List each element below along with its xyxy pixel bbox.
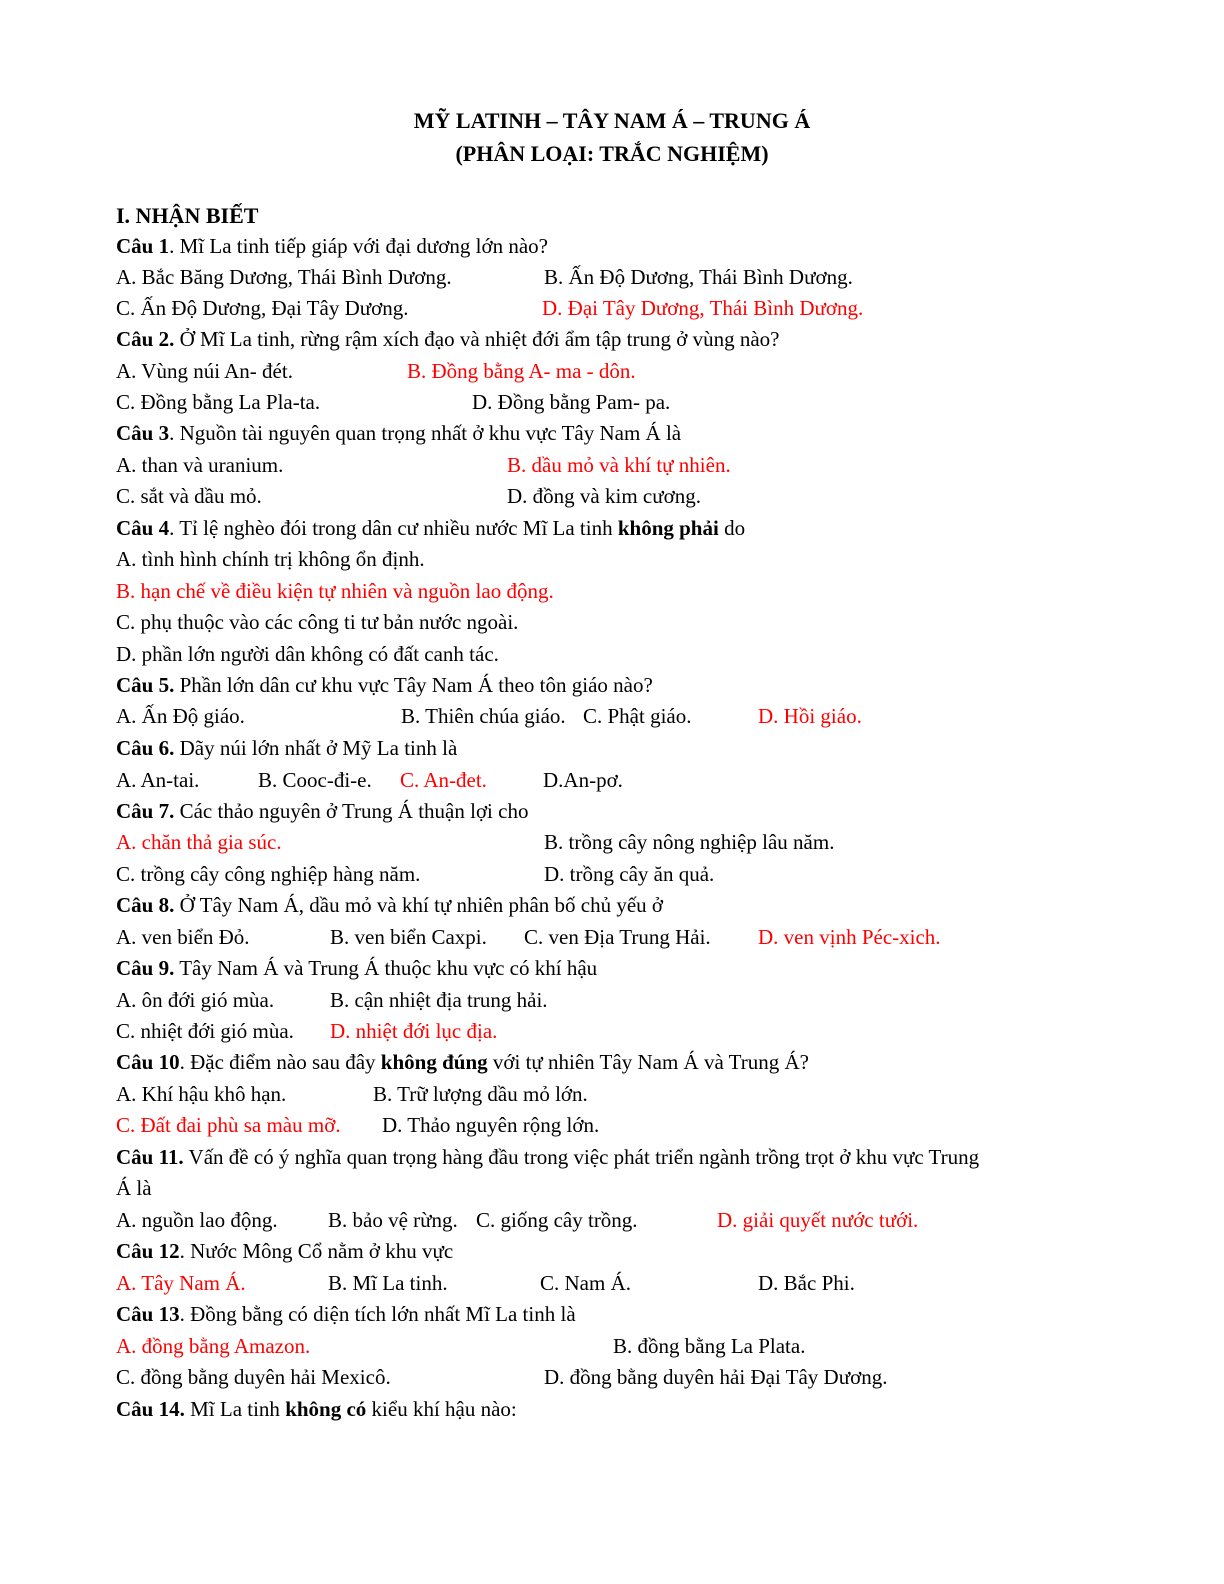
option-b: B. Trữ lượng dầu mỏ lớn. — [373, 1082, 588, 1106]
question-emphasis: không phải — [617, 516, 719, 540]
question-text: Phần lớn dân cư khu vực Tây Nam Á theo tôn giáo nào? — [174, 673, 653, 697]
option-c: C. Ấn Độ Dương, Đại Tây Dương. — [116, 296, 409, 320]
question-text: Dãy núi lớn nhất ở Mỹ La tinh là — [174, 736, 458, 760]
option-b: B. đồng bằng La Plata. — [613, 1334, 806, 1358]
question-number: Câu 9. — [116, 956, 175, 980]
question-text-end: do — [718, 516, 746, 540]
option-c: C. ven Địa Trung Hải. — [524, 925, 711, 949]
question-9 — [116, 953, 597, 984]
option-b: B. bảo vệ rừng. — [328, 1208, 458, 1232]
question-10 — [116, 1047, 809, 1078]
question-text-continued: Á là — [116, 1176, 152, 1200]
correct-answer: D. giải quyết nước tưới. — [717, 1208, 919, 1232]
option-d: D. đồng và kim cương. — [507, 484, 701, 508]
question-number: Câu 4 — [116, 516, 170, 540]
option-a: A. ôn đới gió mùa. — [116, 988, 275, 1012]
question-11 — [116, 1142, 979, 1173]
document-subtitle: (PHÂN LOẠI: TRẮC NGHIỆM) — [455, 141, 769, 166]
option-c: C. đồng bằng duyên hải Mexicô. — [116, 1365, 391, 1389]
option-d: D. trồng cây ăn quả. — [544, 862, 715, 886]
question-2 — [116, 324, 779, 355]
option-c: C. Phật giáo. — [583, 704, 692, 728]
option-a: A. Bắc Băng Dương, Thái Bình Dương. — [116, 265, 452, 289]
option-c: C. sắt và dầu mỏ. — [116, 484, 262, 508]
option-c: C. phụ thuộc vào các công ti tư bản nước ngoài. — [116, 610, 519, 634]
correct-answer: C. Đất đai phù sa màu mỡ. — [116, 1113, 341, 1137]
option-a: A. ven biển Đỏ. — [116, 925, 250, 949]
option-a: A. Vùng núi An- đét. — [116, 359, 293, 383]
question-text-end: với tự nhiên Tây Nam Á và Trung Á? — [487, 1050, 809, 1074]
question-number: Câu 6. — [116, 736, 175, 760]
question-8 — [116, 890, 663, 921]
option-a: A. tình hình chính trị không ổn định. — [116, 547, 425, 571]
question-text: . Mĩ La tinh tiếp giáp với đại dương lớn nào? — [169, 234, 548, 258]
option-c: C. Đồng bằng La Pla-ta. — [116, 390, 321, 414]
question-3 — [116, 418, 681, 449]
option-c: C. giống cây trồng. — [476, 1208, 638, 1232]
question-number: Câu 14. — [116, 1397, 185, 1421]
option-b: B. Mĩ La tinh. — [328, 1271, 448, 1295]
option-c: C. nhiệt đới gió mùa. — [116, 1019, 294, 1043]
question-text-end: kiểu khí hậu nào: — [366, 1397, 517, 1421]
question-text: . Đặc điểm nào sau đây — [179, 1050, 381, 1074]
correct-answer: A. Tây Nam Á. — [116, 1271, 246, 1295]
question-number: Câu 7. — [116, 799, 175, 823]
section-heading: I. NHẬN BIẾT — [116, 203, 259, 228]
option-d: D.An-pơ. — [543, 768, 623, 792]
question-1 — [116, 231, 548, 262]
question-12 — [116, 1236, 453, 1267]
option-b: B. cận nhiệt địa trung hải. — [330, 988, 548, 1012]
question-emphasis: không có — [285, 1397, 367, 1421]
option-d: D. Bắc Phi. — [758, 1271, 855, 1295]
question-7 — [116, 796, 528, 827]
option-a: A. Khí hậu khô hạn. — [116, 1082, 287, 1106]
option-d: D. phần lớn người dân không có đất canh tác. — [116, 642, 499, 666]
option-a: A. nguồn lao động. — [116, 1208, 278, 1232]
question-text: Ở Tây Nam Á, dầu mỏ và khí tự nhiên phân bố chủ yếu ở — [174, 893, 664, 917]
correct-answer: D. Hồi giáo. — [758, 704, 862, 728]
correct-answer: D. nhiệt đới lục địa. — [330, 1019, 498, 1043]
question-text: Vấn đề có ý nghĩa quan trọng hàng đầu trong việc phát triển ngành trồng trọt ở khu vực Trung — [183, 1145, 980, 1169]
option-a: A. Ấn Độ giáo. — [116, 704, 245, 728]
option-b: B. Thiên chúa giáo. — [401, 704, 566, 728]
question-text: . Tỉ lệ nghèo đói trong dân cư nhiều nước Mĩ La tinh — [169, 516, 618, 540]
question-14 — [116, 1394, 517, 1425]
option-d: D. đồng bằng duyên hải Đại Tây Dương. — [544, 1365, 888, 1389]
option-b: B. trồng cây nông nghiệp lâu năm. — [544, 830, 835, 854]
question-text: . Đồng bằng có diện tích lớn nhất Mĩ La tinh là — [179, 1302, 576, 1326]
question-number: Câu 5. — [116, 673, 175, 697]
question-number: Câu 8. — [116, 893, 175, 917]
correct-answer: C. An-đet. — [400, 768, 487, 792]
option-b: B. ven biển Caxpi. — [330, 925, 487, 949]
question-text: Tây Nam Á và Trung Á thuộc khu vực có khí hậu — [174, 956, 598, 980]
correct-answer: A. chăn thả gia súc. — [116, 830, 282, 854]
question-13 — [116, 1299, 576, 1330]
option-c: C. Nam Á. — [540, 1271, 631, 1295]
option-b: B. Cooc-đi-e. — [258, 768, 372, 792]
question-text: . Nguồn tài nguyên quan trọng nhất ở khu vực Tây Nam Á là — [169, 421, 682, 445]
correct-answer: D. Đại Tây Dương, Thái Bình Dương. — [542, 296, 864, 320]
question-number: Câu 10 — [116, 1050, 180, 1074]
question-number: Câu 1 — [116, 234, 170, 258]
option-d: D. Thảo nguyên rộng lớn. — [382, 1113, 600, 1137]
document-title: MỸ LATINH – TÂY NAM Á – TRUNG Á — [413, 108, 811, 133]
option-b: B. Ấn Độ Dương, Thái Bình Dương. — [544, 265, 853, 289]
question-4 — [116, 513, 745, 544]
correct-answer: B. hạn chế về điều kiện tự nhiên và nguồn lao động. — [116, 579, 554, 603]
question-text: Ở Mĩ La tinh, rừng rậm xích đạo và nhiệt đới ẩm tập trung ở vùng nào? — [174, 327, 780, 351]
correct-answer: B. dầu mỏ và khí tự nhiên. — [507, 453, 731, 477]
correct-answer: D. ven vịnh Péc-xich. — [758, 925, 941, 949]
question-6 — [116, 733, 457, 764]
option-c: C. trồng cây công nghiệp hàng năm. — [116, 862, 421, 886]
question-text: Các thảo nguyên ở Trung Á thuận lợi cho — [174, 799, 529, 823]
question-number: Câu 3 — [116, 421, 170, 445]
option-a: A. An-tai. — [116, 768, 200, 792]
question-number: Câu 13 — [116, 1302, 180, 1326]
option-d: D. Đồng bằng Pam- pa. — [472, 390, 671, 414]
question-5 — [116, 670, 653, 701]
correct-answer: A. đồng bằng Amazon. — [116, 1334, 311, 1358]
correct-answer: B. Đồng bằng A- ma - dôn. — [407, 359, 636, 383]
question-text: . Nước Mông Cổ nằm ở khu vực — [179, 1239, 454, 1263]
question-number: Câu 11. — [116, 1145, 184, 1169]
question-number: Câu 12 — [116, 1239, 180, 1263]
option-a: A. than và uranium. — [116, 453, 284, 477]
question-emphasis: không đúng — [380, 1050, 488, 1074]
question-number: Câu 2. — [116, 327, 175, 351]
question-text: Mĩ La tinh — [184, 1397, 286, 1421]
